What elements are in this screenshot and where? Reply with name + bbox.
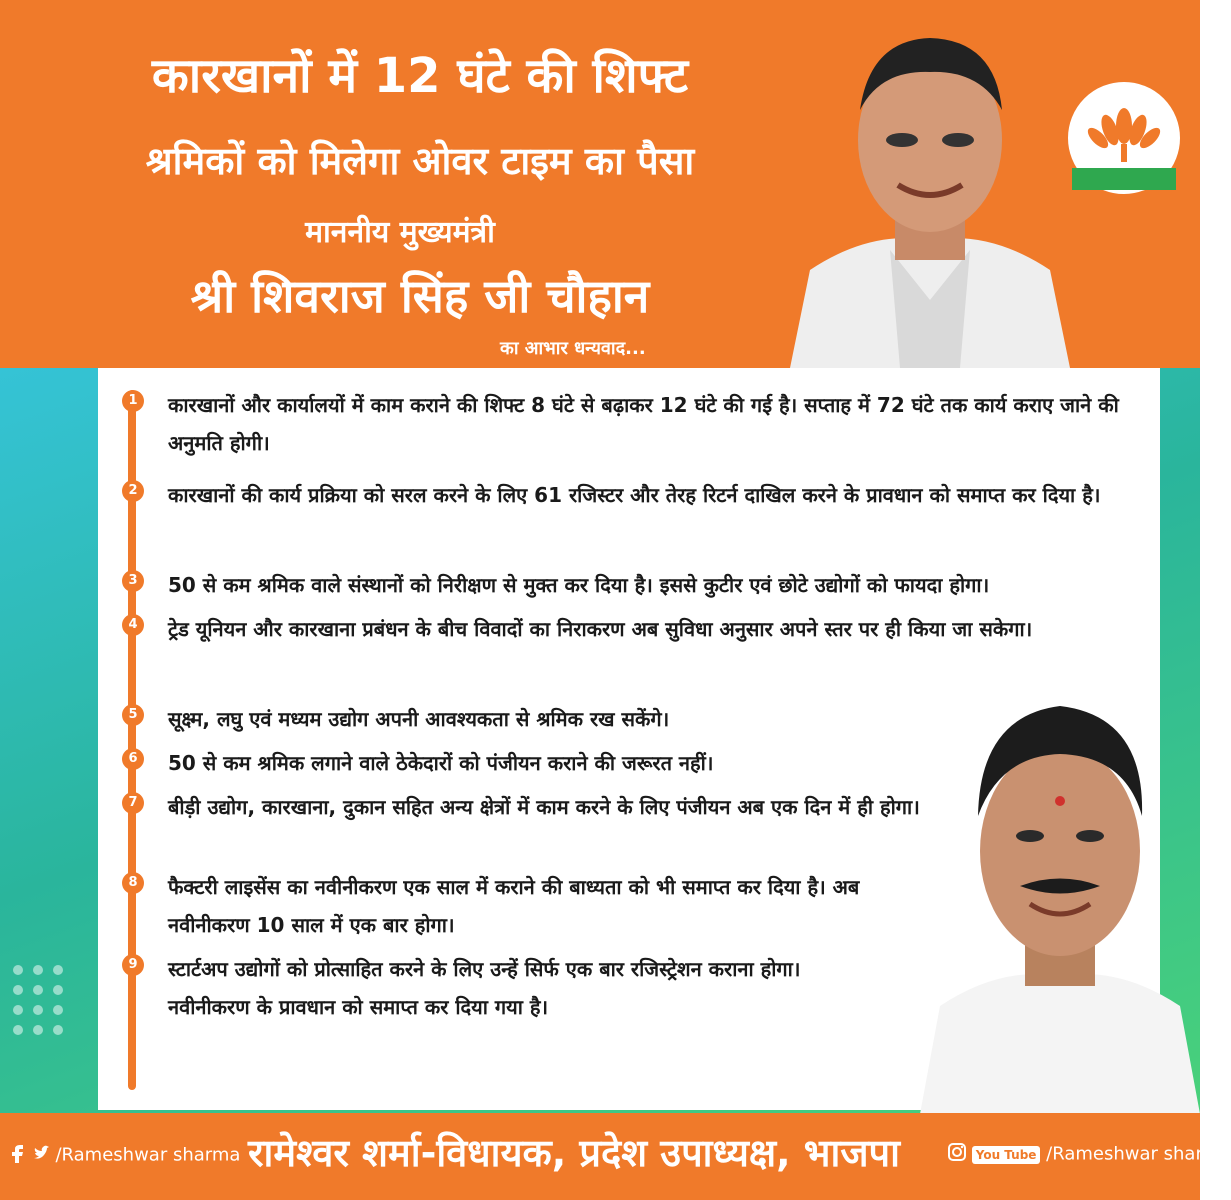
footer-left-social <box>10 1143 240 1168</box>
thanks-text: का आभार धन्यवाद... <box>500 338 646 359</box>
list-item <box>128 476 1158 514</box>
list-item <box>128 566 1158 604</box>
list-item <box>128 788 928 826</box>
facebook-icon[interactable] <box>10 1143 26 1168</box>
item-number: 7 <box>122 792 144 814</box>
footer-right-handle[interactable]: /Rameshwar sharma <box>1046 1143 1231 1165</box>
item-text: कारखानों की कार्य प्रक्रिया को सरल करने के लिए 61 रजिस्टर और तेरह रिटर्न दाखिल करने के प्रावधान को समाप्त कर दिया है। <box>168 483 1101 507</box>
decorative-dots <box>8 960 98 1110</box>
lotus-logo <box>1068 82 1180 194</box>
item-number: 3 <box>122 570 144 592</box>
footer-bar <box>0 1113 1231 1200</box>
item-number: 2 <box>122 480 144 502</box>
footer-title: रामेश्वर शर्मा-विधायक, प्रदेश उपाध्यक्ष, भाजपा <box>248 1131 900 1175</box>
twitter-icon[interactable] <box>32 1144 50 1167</box>
title-honorific: माननीय मुख्यमंत्री <box>305 215 495 250</box>
headline: कारखानों में 12 घंटे की शिफ्ट <box>151 48 689 104</box>
mla-photo <box>920 676 1200 1114</box>
item-text: बीड़ी उद्योग, कारखाना, दुकान सहित अन्य क्षेत्रों में काम करने के लिए पंजीयन अब एक दिन में ही होगा। <box>168 795 920 819</box>
footer-right-social <box>948 1143 1231 1166</box>
item-text: फैक्टरी लाइसेंस का नवीनीकरण एक साल में कराने की बाध्यता को भी समाप्त कर दिया है। अब नवीनीकरण 10 साल में एक बार होगा। <box>168 875 860 937</box>
item-number: 6 <box>122 748 144 770</box>
list-item <box>128 950 828 1026</box>
footer-left-handle[interactable]: /Rameshwar sharma <box>55 1144 241 1166</box>
header-banner <box>0 0 1200 368</box>
list-item <box>128 744 928 782</box>
list-item <box>128 386 1158 462</box>
item-number: 5 <box>122 704 144 726</box>
item-text: स्टार्टअप उद्योगों को प्रोत्साहित करने के लिए उन्हें सिर्फ एक बार रजिस्ट्रेशन कराना होगा। नवीनीकरण के प्रावधान को समाप्त कर दिया गया है। <box>168 957 801 1019</box>
list-item <box>128 868 928 944</box>
item-text: कारखानों और कार्यालयों में काम कराने की शिफ्ट 8 घंटे से बढ़ाकर 12 घंटे की गई है। सप्ताह में 72 घंटे तक कार्य कराए जाने की अनुमति होगी। <box>168 393 1119 455</box>
item-number: 9 <box>122 954 144 976</box>
instagram-icon[interactable] <box>948 1143 966 1166</box>
header-text-block <box>0 0 780 368</box>
item-text: 50 से कम श्रमिक वाले संस्थानों को निरीक्षण से मुक्त कर दिया है। इससे कुटीर एवं छोटे उद्योगों को फायदा होगा। <box>168 573 990 597</box>
item-number: 8 <box>122 872 144 894</box>
item-number: 1 <box>122 390 144 412</box>
chief-minister-photo <box>780 0 1080 368</box>
item-number: 4 <box>122 614 144 636</box>
item-text: 50 से कम श्रमिक लगाने वाले ठेकेदारों को पंजीयन कराने की जरूरत नहीं। <box>168 751 714 775</box>
list-item <box>128 610 1158 648</box>
youtube-icon[interactable]: You Tube <box>972 1146 1041 1164</box>
chief-minister-name: श्री शिवराज सिंह जी चौहान <box>190 269 650 323</box>
item-text: ट्रेड यूनियन और कारखाना प्रबंधन के बीच विवादों का निराकरण अब सुविधा अनुसार अपने स्तर पर ही किया जा सकेगा। <box>168 617 1033 641</box>
item-text: सूक्ष्म, लघु एवं मध्यम उद्योग अपनी आवश्यकता से श्रमिक रख सकेंगे। <box>168 707 670 731</box>
subheadline: श्रमिकों को मिलेगा ओवर टाइम का पैसा <box>145 139 695 183</box>
list-item <box>128 700 928 738</box>
